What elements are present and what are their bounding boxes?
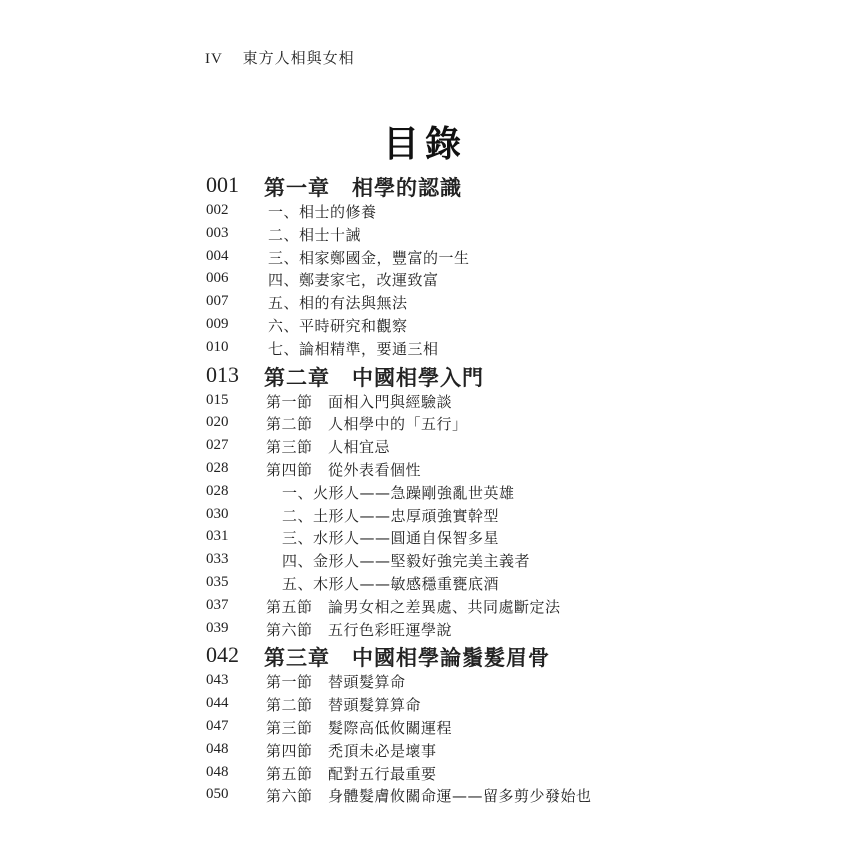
toc-entry-row xyxy=(206,716,806,739)
toc-page-number: 048 xyxy=(206,763,229,780)
toc-entry-row xyxy=(206,337,806,360)
toc-page-number: 010 xyxy=(206,338,229,355)
toc-entry-title: 四、鄭妻家宅，改運致富 xyxy=(268,271,439,290)
toc-entry-title: 三、水形人——圓通自保智多星 xyxy=(282,529,500,548)
toc-page-number: 002 xyxy=(206,202,229,218)
toc-entry-row xyxy=(206,618,806,641)
toc-page-number: 035 xyxy=(206,573,229,590)
toc-page-number: 006 xyxy=(206,270,229,287)
toc-entry-row xyxy=(206,314,806,337)
toc-entry-row xyxy=(206,435,806,458)
toc-chapter-title: 第二章 中國相學入門 xyxy=(264,364,484,390)
toc-entry-row xyxy=(206,200,806,223)
toc-page-number: 044 xyxy=(206,695,229,712)
header-book-title: 東方人相與女相 xyxy=(242,49,355,67)
toc-entry-title: 二、相士十誡 xyxy=(268,225,362,244)
toc-entry-title: 一、相士的修養 xyxy=(268,203,377,221)
toc-entry-title: 一、火形人——急躁剛強亂世英雄 xyxy=(282,483,515,502)
toc-page-number: 015 xyxy=(206,391,229,408)
toc-chapter-row xyxy=(206,172,806,200)
toc-entry-row xyxy=(206,223,806,246)
toc-page-number: 004 xyxy=(206,247,229,264)
toc-entry-row xyxy=(206,784,806,807)
toc-entry-title: 六、平時研究和觀察 xyxy=(268,316,408,335)
toc-entry-title: 第六節 身體髮膚攸關命運——留多剪少發始也 xyxy=(266,787,592,806)
toc-entry-title: 第五節 論男女相之差異處、共同處斷定法 xyxy=(266,597,561,616)
table-of-contents xyxy=(206,170,806,807)
toc-entry-row xyxy=(206,246,806,269)
toc-entry-row xyxy=(206,268,806,291)
toc-page-number: 028 xyxy=(206,482,229,499)
toc-page-number: 009 xyxy=(206,315,229,332)
toc-page-number: 031 xyxy=(206,528,229,545)
toc-entry-title: 第四節 從外表看個性 xyxy=(266,460,422,479)
toc-page-number: 027 xyxy=(206,437,229,454)
toc-page-number: 037 xyxy=(206,596,229,613)
toc-entry-title: 四、金形人——堅毅好強完美主義者 xyxy=(282,552,531,571)
toc-entry-title: 第四節 禿頂未必是壞事 xyxy=(266,741,437,760)
toc-entry-title: 二、土形人——忠厚頑強實幹型 xyxy=(282,506,500,525)
toc-entry-row xyxy=(206,595,806,618)
toc-entry-row xyxy=(206,458,806,481)
toc-title: 目錄 xyxy=(382,124,467,165)
toc-entry-title: 第三節 髮際高低攸關運程 xyxy=(266,718,453,737)
toc-entry-title: 第二節 替頭髮算算命 xyxy=(266,696,422,715)
toc-entry-title: 五、木形人——敏感穩重甕底酒 xyxy=(282,574,500,593)
toc-page-number: 020 xyxy=(206,414,229,431)
toc-entry-title: 三、相家鄭國金，豐富的一生 xyxy=(268,248,470,267)
toc-page-number: 013 xyxy=(206,361,239,387)
toc-chapter-title: 第一章 相學的認識 xyxy=(264,175,462,200)
toc-page-number: 003 xyxy=(206,224,229,241)
toc-entry-row xyxy=(206,504,806,527)
toc-page-number: 028 xyxy=(206,459,229,476)
toc-entry-row xyxy=(206,739,806,762)
toc-page-number: 030 xyxy=(206,505,229,522)
toc-page-number: 050 xyxy=(206,786,229,803)
toc-page-number: 047 xyxy=(206,717,229,734)
toc-entry-title: 五、相的有法與無法 xyxy=(268,294,408,313)
toc-entry-row xyxy=(206,572,806,595)
toc-entry-row xyxy=(206,412,806,435)
toc-entry-title: 第二節 人相學中的「五行」 xyxy=(266,415,468,434)
toc-page-number: 033 xyxy=(206,551,229,568)
toc-entry-title: 第六節 五行色彩旺運學說 xyxy=(266,620,453,639)
toc-page-number: 039 xyxy=(206,619,229,636)
toc-entry-row xyxy=(206,291,806,314)
toc-entry-row xyxy=(206,481,806,504)
toc-entry-row xyxy=(206,549,806,572)
toc-entry-title: 第三節 人相宜忌 xyxy=(266,438,391,457)
toc-entry-row xyxy=(206,526,806,549)
running-header xyxy=(205,47,355,68)
toc-entry-row xyxy=(206,762,806,785)
toc-entry-title: 七、論相精準，要通三相 xyxy=(268,339,439,358)
toc-chapter-row xyxy=(206,642,806,670)
toc-chapter-row xyxy=(206,362,806,390)
toc-page-number: 048 xyxy=(206,740,229,757)
toc-entry-row xyxy=(206,670,806,693)
toc-entry-title: 第一節 面相入門與經驗談 xyxy=(266,392,453,411)
toc-page-number: 001 xyxy=(206,172,239,197)
toc-page-number: 042 xyxy=(206,642,239,668)
header-page-number: IV xyxy=(205,51,223,67)
toc-entry-row xyxy=(206,390,806,413)
toc-entry-row xyxy=(206,693,806,716)
toc-entry-title: 第五節 配對五行最重要 xyxy=(266,764,437,783)
toc-page-number: 043 xyxy=(206,672,229,689)
toc-page-number: 007 xyxy=(206,293,229,310)
toc-chapter-title: 第三章 中國相學論鬚髮眉骨 xyxy=(264,645,550,671)
toc-entry-title: 第一節 替頭髮算命 xyxy=(266,673,406,692)
